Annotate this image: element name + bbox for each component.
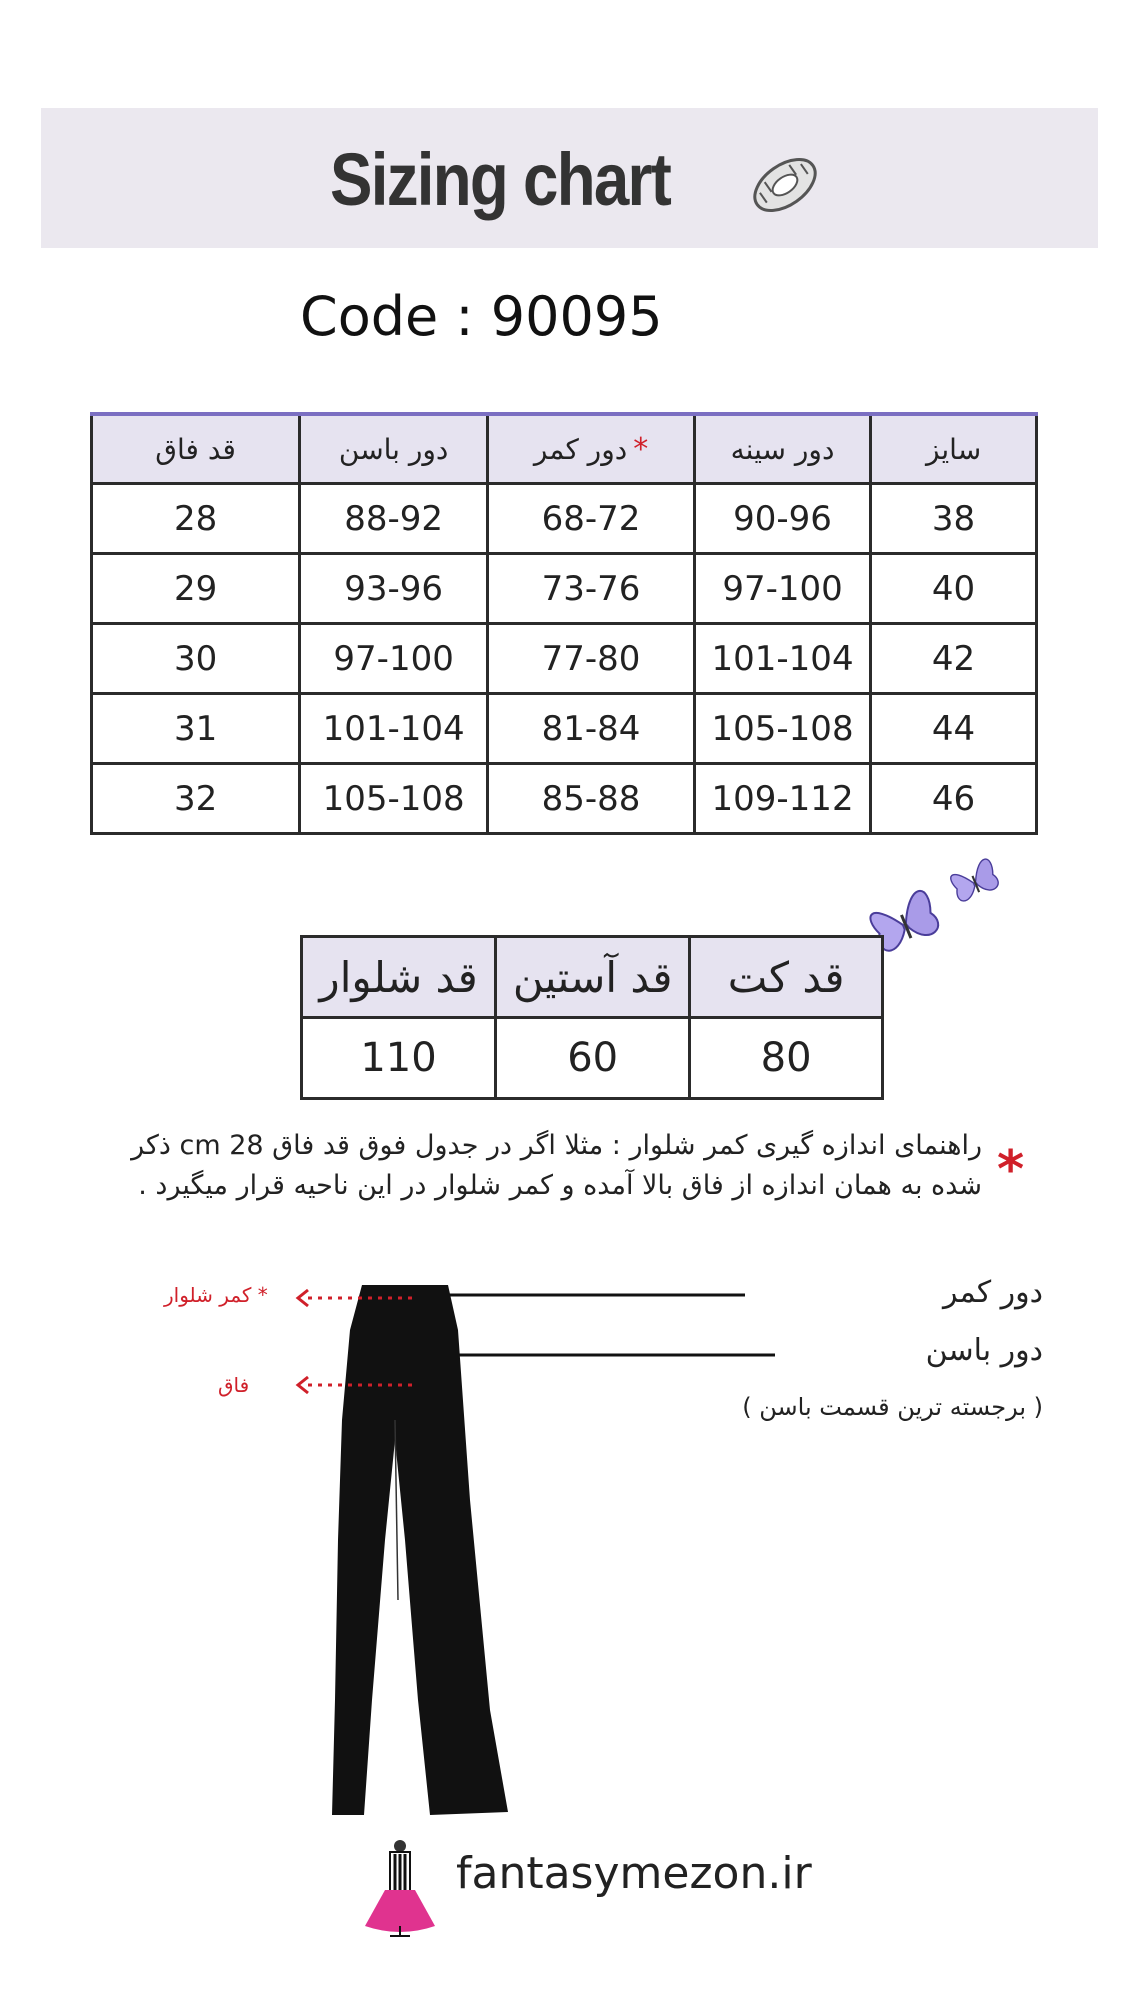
cell-rise: 28 (92, 484, 300, 554)
cell-size: 46 (871, 764, 1037, 834)
cell-rise: 30 (92, 624, 300, 694)
note-star-marker: * (997, 1140, 1025, 1200)
cell-hip: 105-108 (300, 764, 488, 834)
page-title: Sizing chart (330, 138, 671, 221)
cell-hip: 88-92 (300, 484, 488, 554)
header-chest: دور سینه (694, 414, 870, 484)
header-pants-length: قد شلوار (302, 937, 496, 1018)
table-row (92, 694, 1037, 764)
table-row (302, 1018, 883, 1099)
cell-jacket-length: 80 (690, 1018, 883, 1099)
header-rise: قد فاق (92, 414, 300, 484)
cell-size: 38 (871, 484, 1037, 554)
pant-waist-label: * کمر شلوار (164, 1283, 268, 1307)
cell-waist: 68-72 (488, 484, 695, 554)
cell-chest: 101-104 (694, 624, 870, 694)
cell-size: 40 (871, 554, 1037, 624)
pants-illustration (332, 1285, 508, 1815)
cell-waist: 73-76 (488, 554, 695, 624)
cell-waist: 77-80 (488, 624, 695, 694)
mannequin-logo-icon (355, 1838, 450, 1938)
table-row (92, 624, 1037, 694)
cell-chest: 90-96 (694, 484, 870, 554)
site-url[interactable]: fantasymezon.ir (456, 1848, 812, 1899)
hip-note: ( برجسته ترین قسمت باسن ) (742, 1393, 1043, 1421)
cell-size: 44 (871, 694, 1037, 764)
cell-pants-length: 110 (302, 1018, 496, 1099)
length-table-header-row (302, 937, 883, 1018)
table-row (92, 764, 1037, 834)
product-code: Code : 90095 (300, 285, 663, 348)
cell-rise: 32 (92, 764, 300, 834)
measuring-tape-icon (740, 145, 830, 225)
cell-chest: 97-100 (694, 554, 870, 624)
cell-rise: 29 (92, 554, 300, 624)
cell-waist: 81-84 (488, 694, 695, 764)
header-hip: دور باسن (300, 414, 488, 484)
size-table-header-row (92, 414, 1037, 484)
note-line-1: راهنمای اندازه گیری کمر شلوار : مثلا اگر در جدول فوق قد فاق 28 cm ذکر (131, 1130, 982, 1161)
waist-star-marker: * (633, 431, 649, 467)
rise-label: فاق (218, 1373, 250, 1397)
hip-label: دور باسن (925, 1333, 1043, 1368)
cell-hip: 101-104 (300, 694, 488, 764)
waist-label: دور کمر (942, 1275, 1043, 1310)
table-row (92, 484, 1037, 554)
cell-hip: 97-100 (300, 624, 488, 694)
header-sleeve-length: قد آستین (496, 937, 690, 1018)
size-table (90, 412, 1038, 835)
header-jacket-length: قد کت (690, 937, 883, 1018)
cell-sleeve-length: 60 (496, 1018, 690, 1099)
cell-chest: 105-108 (694, 694, 870, 764)
header-waist-label: دور کمر (533, 432, 628, 466)
header-waist (488, 414, 695, 484)
note-line-2: شده به همان اندازه از فاق بالا آمده و کمر شلوار در این ناحیه قرار میگیرد . (138, 1170, 982, 1201)
cell-chest: 109-112 (694, 764, 870, 834)
cell-size: 42 (871, 624, 1037, 694)
table-row (92, 554, 1037, 624)
cell-waist: 85-88 (488, 764, 695, 834)
length-table (300, 935, 884, 1100)
cell-rise: 31 (92, 694, 300, 764)
measurement-note (112, 1126, 982, 1206)
cell-hip: 93-96 (300, 554, 488, 624)
header-size: سایز (871, 414, 1037, 484)
